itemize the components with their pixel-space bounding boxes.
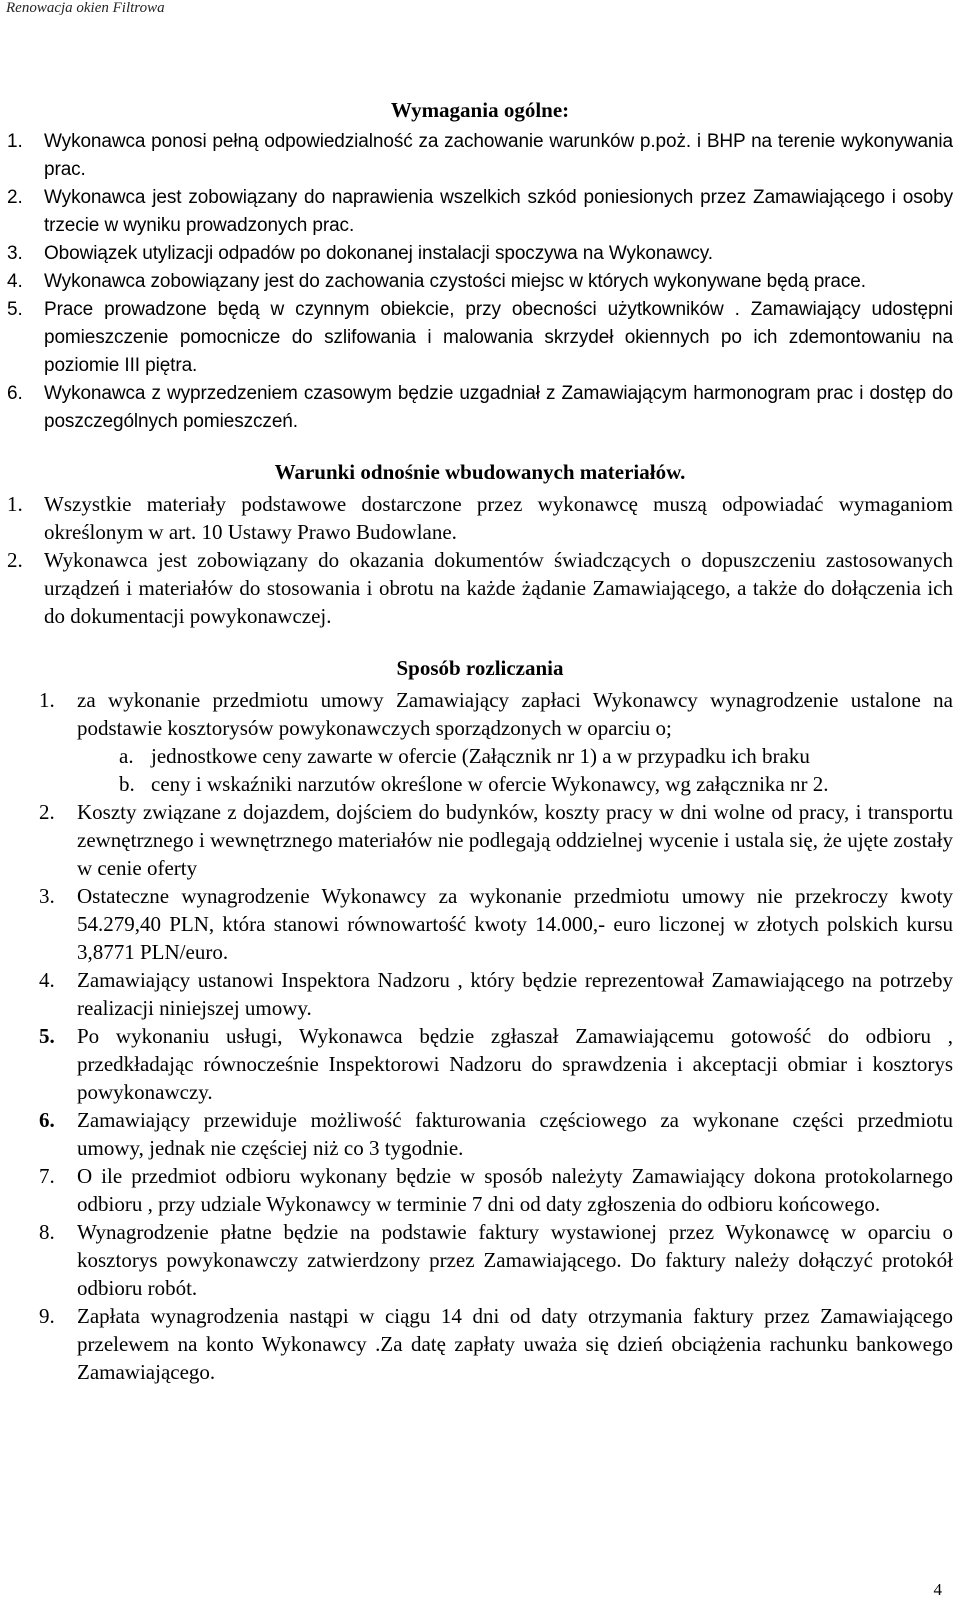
sub-item-text: jednostkowe ceny zawarte w ofercie (Załącznik nr 1) a w przypadku ich braku xyxy=(151,744,810,768)
item-text: Wszystkie materiały podstawowe dostarczone przez wykonawcę muszą odpowiadać wymaganiom określonym w art. 10 Ustawy Prawo Budowlane. xyxy=(44,492,953,544)
sub-item-text: ceny i wskaźniki narzutów określone w ofercie Wykonawcy, wg załącznika nr 2. xyxy=(151,772,829,796)
item-text: Zamawiający przewiduje możliwość fakturowania częściowego za wykonane części przedmiotu umowy, jednak nie częściej niż co 3 tygodnie. xyxy=(77,1108,953,1160)
item-number: 4. xyxy=(7,271,23,292)
sub-item-letter: a. xyxy=(119,744,134,768)
item-text: O ile przedmiot odbioru wykonany będzie w sposób należyty Zamawiający dokona protokolarnego odbioru , przy udziale Wykonawcy w terminie 7 dni od daty zgłoszenia do odbioru końcowego. xyxy=(77,1164,953,1216)
list-item xyxy=(7,1022,953,1106)
settlement-list xyxy=(7,686,953,742)
list-item xyxy=(7,798,953,882)
item-number: 6. xyxy=(39,1108,55,1132)
list-item xyxy=(7,546,953,630)
item-number: 2. xyxy=(7,548,23,572)
list-item xyxy=(7,1302,953,1386)
section-title-materials: Warunki odnośnie wbudowanych materiałów. xyxy=(274,460,686,484)
item-text: Ostateczne wynagrodzenie Wykonawcy za wykonanie przedmiotu umowy nie przekroczy kwoty 54.279,40 PLN, która stanowi równowartość kwoty 14.000,- euro liczonej w złotych polskich kursu 3,8771 PLN/euro. xyxy=(77,884,953,964)
settlement-sublist xyxy=(7,742,953,798)
item-text: Wynagrodzenie płatne będzie na podstawie faktury wystawionej przez Wykonawcę w oparciu o kosztorys powykonawczy zatwierdzony przez Zamawiającego. Do faktury należy dołączyć protokół odbioru robót. xyxy=(77,1220,953,1300)
item-text: Po wykonaniu usługi, Wykonawca będzie zgłaszał Zamawiającemu gotowość do odbioru , przedkładając równocześnie Inspektorowi Nadzoru do sprawdzenia i akceptacji obmiar i kosztorys powykonawczy. xyxy=(77,1024,953,1104)
item-text: Wykonawca zobowiązany jest do zachowania czystości miejsc w których wykonywane będą prace. xyxy=(44,271,866,292)
sub-item-letter: b. xyxy=(119,772,135,796)
general-requirements-list xyxy=(7,128,953,436)
section-title-general-requirements: Wymagania ogólne: xyxy=(390,98,570,122)
item-number: 2. xyxy=(39,800,55,824)
item-text: Wykonawca jest zobowiązany do naprawienia wszelkich szkód poniesionych przez Zamawiającego i osoby trzecie w wyniku prowadzonych prac. xyxy=(44,187,953,236)
item-text: Obowiązek utylizacji odpadów po dokonanej instalacji spoczywa na Wykonawcy. xyxy=(44,243,713,264)
list-item xyxy=(7,380,953,436)
document-body xyxy=(7,98,953,1386)
item-number: 5. xyxy=(39,1024,55,1048)
list-item xyxy=(7,966,953,1022)
sub-list-item xyxy=(7,742,953,770)
item-number: 3. xyxy=(7,243,23,264)
item-text: Zamawiający ustanowi Inspektora Nadzoru , który będzie reprezentował Zamawiającego na potrzeby realizacji niniejszej umowy. xyxy=(77,968,953,1020)
item-number: 9. xyxy=(39,1304,55,1328)
item-number: 6. xyxy=(7,383,23,404)
item-number: 8. xyxy=(39,1220,55,1244)
item-number: 4. xyxy=(39,968,55,992)
list-item xyxy=(7,296,953,380)
item-text: Wykonawca z wyprzedzeniem czasowym będzie uzgadniał z Zamawiającym harmonogram prac i dostęp do poszczególnych pomieszczeń. xyxy=(44,383,953,432)
list-item xyxy=(7,1162,953,1218)
list-item xyxy=(7,184,953,240)
list-item xyxy=(7,268,953,296)
list-item xyxy=(7,1218,953,1302)
materials-list xyxy=(7,490,953,630)
item-number: 3. xyxy=(39,884,55,908)
item-text: Koszty związane z dojazdem, dojściem do budynków, koszty pracy w dni wolne od pracy, i transportu zewnętrznego i wewnętrznego materiałów nie podlegają oddzielnej wycenie i ustala się, że ujęte zostały w cenie oferty xyxy=(77,800,953,880)
page-number: 4 xyxy=(933,1580,942,1599)
item-number: 7. xyxy=(39,1164,55,1188)
item-text: za wykonanie przedmiotu umowy Zamawiający zapłaci Wykonawcy wynagrodzenie ustalone na podstawie kosztorysów powykonawczych sporządzonych w oparciu o; xyxy=(77,688,953,740)
item-number: 1. xyxy=(39,688,55,712)
settlement-list-continued xyxy=(7,798,953,1386)
item-number: 1. xyxy=(7,492,23,516)
item-text: Zapłata wynagrodzenia nastąpi w ciągu 14 dni od daty otrzymania faktury przez Zamawiającego przelewem na konto Wykonawcy .Za datę zapłaty uważa się dzień obciążenia rachunku bankowego Zamawiającego. xyxy=(77,1304,953,1384)
sub-list-item xyxy=(7,770,953,798)
item-text: Wykonawca jest zobowiązany do okazania dokumentów świadczących o dopuszczeniu zastosowanych urządzeń i materiałów do stosowania i obrotu na każde żądanie Zamawiającego, a także do dołączenia ich do dokumentacji powykonawczej. xyxy=(44,548,953,628)
list-item xyxy=(7,1106,953,1162)
item-number: 5. xyxy=(7,299,23,320)
item-number: 1. xyxy=(7,131,23,152)
list-item xyxy=(7,240,953,268)
list-item xyxy=(7,882,953,966)
item-text: Prace prowadzone będą w czynnym obiekcie, przy obecności użytkowników . Zamawiający udostępni pomieszczenie pomocnicze do szlifowania i malowania skrzydeł okiennych po ich zdemontowaniu na poziomie III piętra. xyxy=(44,299,953,376)
section-title-settlement: Sposób rozliczania xyxy=(396,656,564,680)
document-header: Renowacja okien Filtrowa xyxy=(6,0,165,16)
item-number: 2. xyxy=(7,187,23,208)
item-text: Wykonawca ponosi pełną odpowiedzialność za zachowanie warunków p.poż. i BHP na terenie wykonywania prac. xyxy=(44,131,953,180)
list-item xyxy=(7,686,953,742)
list-item xyxy=(7,490,953,546)
list-item xyxy=(7,128,953,184)
